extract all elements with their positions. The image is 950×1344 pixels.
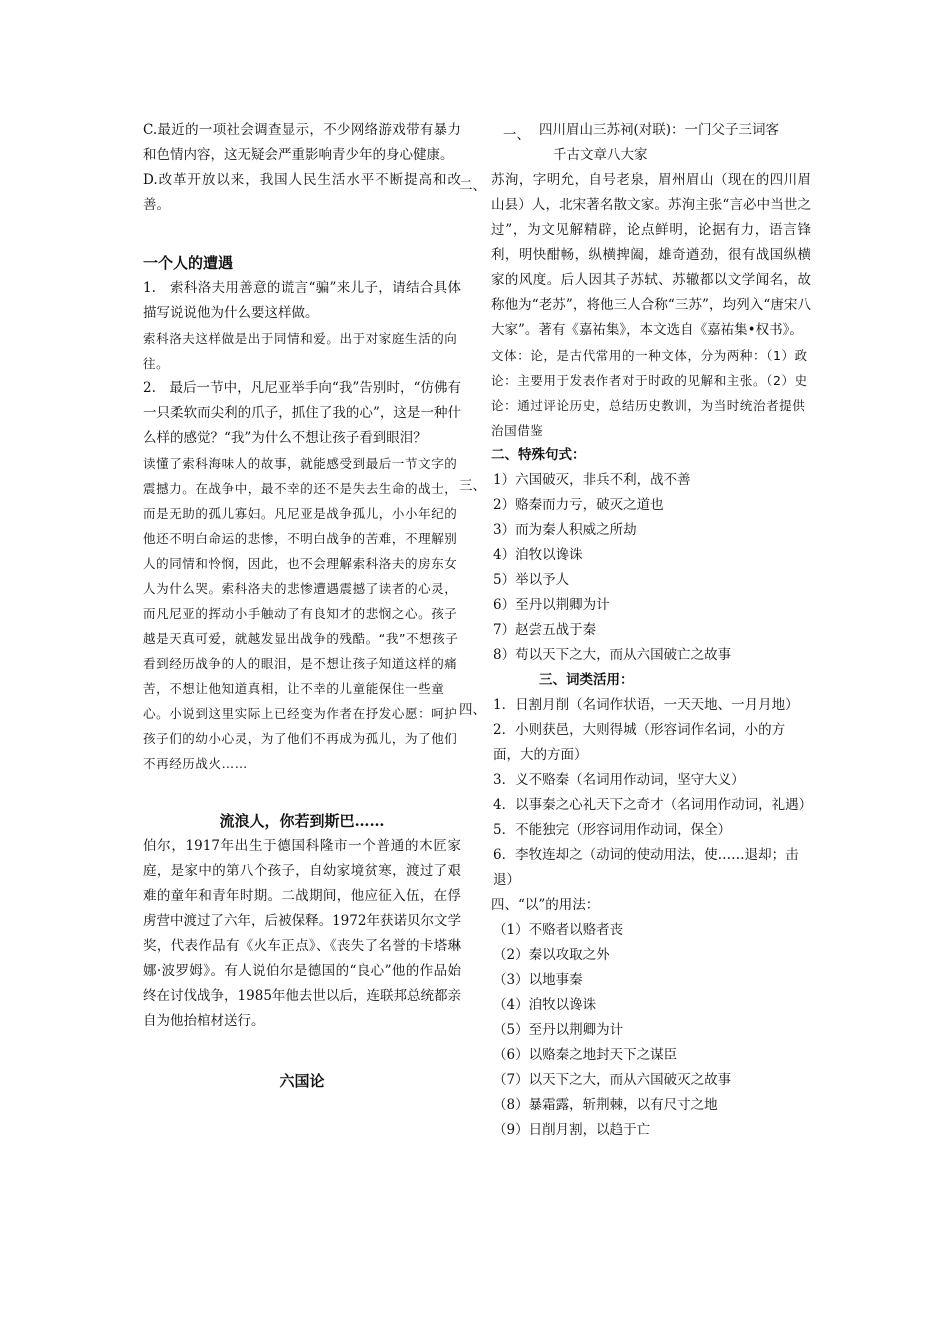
yi-usage-title: 四、“以”的用法： bbox=[491, 897, 600, 913]
left-column bbox=[143, 118, 461, 1094]
option-d: D.改革开放以来，我国人民生活水平不断提高和改善。 bbox=[143, 172, 461, 213]
sentence-patterns-title: 二、特殊句式： bbox=[491, 447, 586, 463]
section-title-encounter: 一个人的遭遇 bbox=[143, 254, 234, 272]
list-item: （1）不赂者以赂者丧 bbox=[493, 922, 624, 938]
question-2: 2. 最后一节中，凡尼亚举手向“我”告别时，“仿佛有一只柔软而尖利的爪子，抓住了我的心”，这是一种什么样的感觉？“我”为什么不想让孩子看到眼泪？ bbox=[143, 380, 461, 446]
list-item: 5）举以予人 bbox=[493, 572, 570, 588]
list-item: 6）至丹以荆卿为计 bbox=[493, 597, 610, 613]
word-item-text: 4．以事秦之心礼天下之奇才（名词用作动词，礼遇） bbox=[493, 797, 813, 813]
yi-usage-list bbox=[491, 918, 811, 1143]
option-c: C.最近的一项社会调查显示，不少网络游戏带有暴力和色情内容，这无疑会严重影响青少年的身心健康。 bbox=[143, 122, 461, 163]
couplet-line-1: 四川眉山三苏祠(对联)：一门父子三词客 bbox=[539, 122, 780, 138]
list-item: （6）以赂秦之地封天下之谋臣 bbox=[493, 1047, 678, 1063]
couplet-line-2: 千古文章八大家 bbox=[553, 147, 648, 163]
list-item bbox=[491, 843, 811, 893]
word-class-list bbox=[491, 693, 811, 893]
list-item: 2）赂秦而力亏，破灭之道也 bbox=[493, 497, 664, 513]
marker-4: 四、 bbox=[459, 702, 486, 718]
word-item-text: 1．日割月削（名词作状语，一天天地、一月月地） bbox=[493, 697, 799, 713]
list-item: 8）苟以天下之大，而从六国破亡之故事 bbox=[493, 647, 732, 663]
right-column bbox=[491, 118, 811, 1143]
list-item bbox=[491, 793, 811, 818]
list-item: 3）而为秦人积威之所劫 bbox=[493, 522, 637, 538]
section-title-liuguolun: 六国论 bbox=[279, 1072, 325, 1090]
list-item bbox=[491, 768, 811, 793]
list-item: （3）以地事秦 bbox=[493, 972, 583, 988]
question-1: 1. 索科洛夫用善意的谎言“骗”来儿子，请结合具体描写说说他为什么要这样做。 bbox=[143, 280, 461, 321]
sentence-patterns-list bbox=[491, 468, 811, 668]
list-item: （8）暴霜露，斩荆棘，以有尺寸之地 bbox=[493, 1097, 718, 1113]
su-xun-bio: 苏洵，字明允，自号老泉，眉州眉山（现在的四川眉山县）人，北宋著名散文家。苏洵主张“言必中当世之过”，为文见解精辟，论点鲜明，论据有力，语言锋利，明快酣畅，纵横捭阖，雄奇遒劲，很有战国纵横家的风度。后人因其子苏轼、苏辙都以文学闻名，故称他为“老苏”，将他三人合称“三苏”，均列入“唐宋八大家”。著有《嘉祐集》，本文选自《嘉祐集•权书》。 bbox=[491, 172, 811, 338]
list-item: （4）洎牧以谗诛 bbox=[493, 997, 597, 1013]
list-item: 7）赵尝五战于秦 bbox=[493, 622, 597, 638]
word-item-text: 6．李牧连却之（动词的使动用法，使……退却；击退） bbox=[493, 847, 799, 888]
list-item bbox=[491, 718, 811, 768]
section-title-wanderer: 流浪人，你若到斯巴…… bbox=[219, 812, 385, 830]
list-item: 4）洎牧以谗诛 bbox=[493, 547, 583, 563]
answer-2: 读懂了索科海味人的故事，就能感受到最后一节文字的震撼力。在战争中，最不幸的还不是失去生命的战士，而是无助的孤儿寡妇。凡尼亚是战争孤儿，小小年纪的他还不明白命运的悲惨，不明白战争的苦难，不理解别人的同情和怜悯，因此，也不会理解索科洛夫的房东女人为什么哭。索科洛夫的悲惨遭遇震撼了读者的心灵，而凡尼亚的挥动小手触动了有良知才的悲悯之心。孩子越是天真可爱，就越发显出战争的残酷。“我”不想孩子看到经历战争的人的眼泪，是不想让孩子知道这样的痛苦，不想让他知道真相，让不幸的儿童能保住一些童心。小说到这里实际上已经变为作者在抒发心愿：呵护孩子们的幼小心灵，为了他们不再成为孤儿，为了他们不再经历战火…… bbox=[143, 456, 459, 771]
list-item bbox=[491, 693, 811, 718]
word-item-text: 3．义不赂秦（名词用作动词，坚守大义） bbox=[493, 772, 745, 788]
list-item bbox=[491, 818, 811, 843]
list-item: （9）日削月割，以趋于亡 bbox=[493, 1122, 651, 1138]
list-item: （2）秦以攻取之外 bbox=[493, 947, 610, 963]
list-item: （5）至丹以荆卿为计 bbox=[493, 1022, 624, 1038]
boll-bio: 伯尔，1917年出生于德国科隆市一个普通的木匠家庭，是家中的第八个孩子，自幼家境贫寒，渡过了艰难的童年和青年时期。二战期间，他应征入伍，在俘虏营中渡过了六年，后被保释。1972年获诺贝尔文学奖，代表作品有《火车正点》、《丧失了名誉的卡塔琳娜·波罗姆》。有人说伯尔是德国的“良心”他的作品始终在讨伐战争，1985年他去世以后，连联邦总统都亲自为他抬棺材送行。 bbox=[143, 838, 461, 1029]
word-class-title: 三、词类活用： bbox=[539, 672, 634, 688]
answer-1: 索科洛夫这样做是出于同情和爱。出于对家庭生活的向往。 bbox=[143, 331, 458, 371]
marker-2: 二、 bbox=[459, 178, 486, 194]
list-item: （7）以天下之大，而从六国破灭之故事 bbox=[493, 1072, 732, 1088]
marker-1: 一、 bbox=[503, 127, 530, 143]
word-item-text: 5．不能独完（形容词用作动词，保全） bbox=[493, 822, 732, 838]
marker-3: 三、 bbox=[459, 478, 486, 494]
word-item-text: 2．小则获邑，大则得城（形容词作名词，小的方面，大的方面） bbox=[493, 722, 786, 763]
list-item: 1）六国破灭，非兵不利，战不善 bbox=[493, 472, 691, 488]
genre-note: 文体：论，是古代常用的一种文体，分为两种：（1）政论：主要用于发表作者对于时政的见解和主张。（2）史论：通过评论历史，总结历史教训，为当时统治者提供治国借鉴 bbox=[491, 348, 808, 438]
